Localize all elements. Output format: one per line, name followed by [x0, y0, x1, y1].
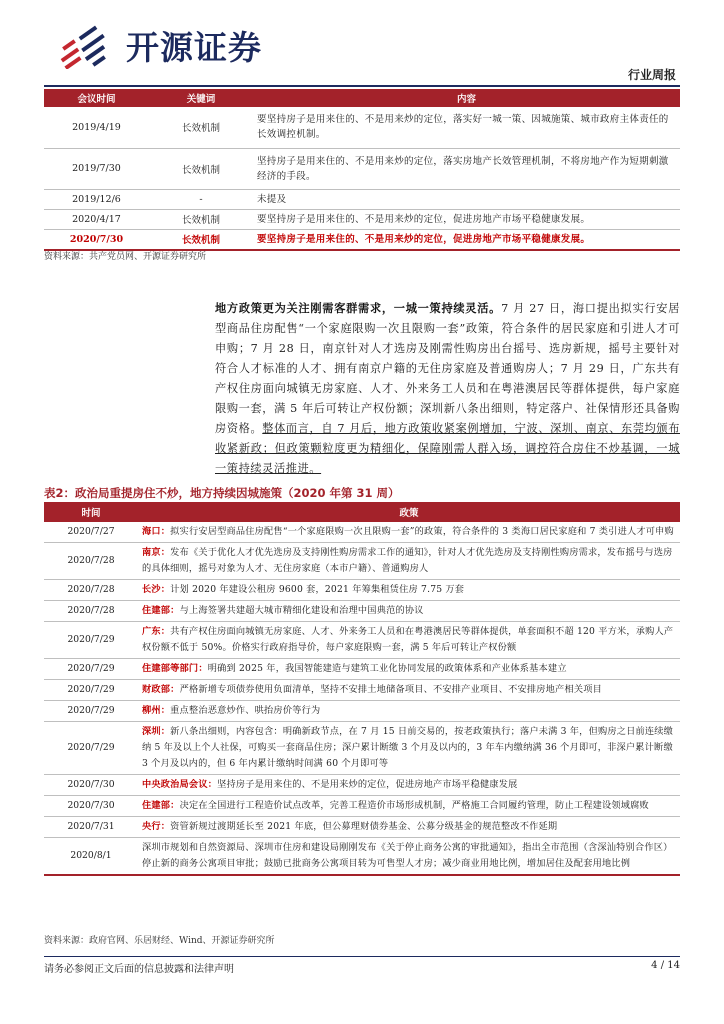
policy-text: 严格新增专项债券使用负面清单，坚持不安排土地储备项目、不安排产业项目、不安排房地产相关项目	[179, 684, 602, 695]
cell-policy	[138, 580, 680, 601]
cell-date: 2019/4/19	[44, 107, 149, 148]
table-row	[44, 775, 680, 796]
table-row-highlight	[44, 229, 680, 250]
paragraph-underlined: 整体而言，自 7 月后，地方政策收紧案例增加，宁波、深圳、南京、东莞均颁布收紧新政；但政策颗粒度更为精细化，保障刚需人群入场，调控符合房住不炒基调，一城一策持续灵活推进。	[215, 422, 680, 475]
policy-source-label: 央行：	[142, 821, 171, 832]
cell-date: 2020/7/29	[44, 701, 138, 722]
table-header-row	[44, 89, 680, 107]
policy-source-label: 长沙：	[142, 584, 171, 595]
table-row	[44, 148, 680, 189]
policy-source-label: 财政部：	[142, 684, 180, 695]
table-row	[44, 680, 680, 701]
cell-policy	[138, 817, 680, 838]
brand-logo	[58, 22, 262, 69]
cell-policy	[138, 543, 680, 580]
policy-source-label: 深圳：	[142, 726, 171, 737]
cell-date: 2020/7/30	[44, 775, 138, 796]
policy-source-label: 海口：	[142, 526, 171, 537]
cell-policy	[138, 659, 680, 680]
table-row	[44, 580, 680, 601]
table2-title: 表2：政治局重提房住不炒，地方持续因城施策（2020 年第 31 周）	[44, 486, 400, 500]
report-type: 行业周报	[627, 68, 676, 82]
policy-source-label: 住建部：	[142, 605, 180, 616]
body-paragraph	[215, 298, 680, 479]
table-row	[44, 107, 680, 148]
paragraph-body: 7 月 27 日，海口提出拟实行安居型商品住房配售“一个家庭限购一次且限购一套”政策，符合条件的居民家庭和引进人才可申购；7 月 28 日，南京针对人才选房及刚需性购房出台摇号、选房新规，摇号主要针对符合人才标准的人才、拥有南京户籍的无住房家庭及普通购房人；7 月 29 日，广东共有产权住房面向城镇无房家庭、人才、外来务工人员和在粤港澳居民等群体提供，每户家庭限购一套，满 5 年后可转让产权份额；深圳新八条出细则，特定落户、社保情形还具备购房资格。	[215, 302, 680, 435]
cell-content: 要坚持房子是用来住的、不是用来炒的定位，促进房地产市场平稳健康发展。	[253, 209, 680, 229]
policy-text: 发布《关于优化人才优先选房及支持刚性购房需求工作的通知》，针对人才优先选房及支持刚性购房需求，发布摇号与选房的具体细则，摇号对象为人才、无住房家庭（本市户籍）、普通购房人	[142, 547, 673, 574]
cell-date: 2020/7/29	[44, 659, 138, 680]
cell-policy	[138, 522, 680, 543]
header-divider	[44, 85, 680, 87]
table-row	[44, 722, 680, 775]
table-row	[44, 622, 680, 659]
cell-date: 2020/7/28	[44, 543, 138, 580]
footer-divider	[44, 956, 680, 957]
table-row	[44, 209, 680, 229]
column-header-policy: 政策	[138, 502, 680, 522]
column-header-keyword: 关键词	[149, 89, 253, 107]
policy-table	[44, 502, 680, 876]
cell-date: 2020/7/30	[44, 229, 149, 250]
cell-keyword: 长效机制	[149, 229, 253, 250]
cell-date: 2020/8/1	[44, 838, 138, 876]
policy-text: 决定在全国进行工程造价试点改革，完善工程造价市场形成机制，严格施工合同履约管理，防止工程建设领域腐败	[179, 800, 649, 811]
cell-keyword: 长效机制	[149, 148, 253, 189]
cell-date: 2019/12/6	[44, 189, 149, 209]
column-header-date: 会议时间	[44, 89, 149, 107]
policy-text: 拟实行安居型商品住房配售“一个家庭限购一次且限购一套”的政策，符合条件的 3 类海口居民家庭和 7 类引进人才可申购	[170, 526, 674, 537]
cell-keyword: 长效机制	[149, 209, 253, 229]
cell-policy	[138, 796, 680, 817]
policy-source-label: 广东：	[142, 626, 171, 637]
policy-text: 重点整治恶意炒作、哄抬房价等行为	[170, 705, 321, 716]
cell-keyword: -	[149, 189, 253, 209]
paragraph-lead: 地方政策更为关注刚需客群需求，一城一策持续灵活。	[215, 301, 502, 315]
cell-date: 2020/7/31	[44, 817, 138, 838]
cell-policy	[138, 775, 680, 796]
policy-source-label: 住建部：	[142, 800, 180, 811]
table-row	[44, 522, 680, 543]
policy-text: 新八条出细则，内容包含：明确新政节点，在 7 月 15 日前交易的，按老政策执行；落户未满 3 年，但购房之日前连续缴纳 5 年及以上个人社保，可购买一套商品住房；深户累计断缴 3 个月及以内的，3 年车内缴纳满 36 个月即可，非深户累计断缴 3 个月及以内的，但 6 年内累计缴纳时间满 60 个月即可等	[142, 726, 674, 769]
cell-content: 坚持房子是用来住的、不是用来炒的定位，落实房地产长效管理机制，不将房地产作为短期刺激经济的手段。	[253, 148, 680, 189]
table-header-row	[44, 502, 680, 522]
cell-date: 2020/7/29	[44, 722, 138, 775]
brand-name: 开源证券	[126, 28, 262, 67]
table-row	[44, 701, 680, 722]
policy-text: 深圳市规划和自然资源局、深圳市住房和建设局刚刚发布《关于停止商务公寓的审批通知》，指出全市范围（含深汕特别合作区）停止新的商务公寓项目审批；鼓励已批商务公寓项目转为可售型人才房；减少商业用地比例，增加居住及配套用地比例	[142, 842, 673, 869]
policy-text: 与上海签署共建超大城市精细化建设和治理中国典范的协议	[179, 605, 424, 616]
table-row	[44, 659, 680, 680]
table-row	[44, 601, 680, 622]
policy-text: 坚持房子是用来住的、不是用来炒的定位，促进房地产市场平稳健康发展	[217, 779, 518, 790]
cell-date: 2020/7/29	[44, 680, 138, 701]
cell-date: 2020/7/30	[44, 796, 138, 817]
column-header-content: 内容	[253, 89, 680, 107]
cell-policy	[138, 680, 680, 701]
table1-source: 资料来源：共产党员网、开源证券研究所	[44, 252, 207, 262]
cell-date: 2020/4/17	[44, 209, 149, 229]
policy-text: 资管新规过渡期延长至 2021 年底，但公募理财债券基金、公募分级基金的规范整改不作延期	[170, 821, 558, 832]
page-header	[44, 18, 680, 86]
policy-source-label: 南京：	[142, 547, 171, 558]
table-row	[44, 543, 680, 580]
table-row	[44, 189, 680, 209]
cell-content: 要坚持房子是用来住的、不是用来炒的定位，促进房地产市场平稳健康发展。	[253, 229, 680, 250]
cell-policy	[138, 622, 680, 659]
disclaimer-note: 请务必参阅正文后面的信息披露和法律声明	[44, 964, 234, 975]
policy-text: 计划 2020 年建设公租房 9600 套，2021 年筹集租赁住房 7.75 万套	[170, 584, 465, 595]
cell-date: 2020/7/27	[44, 522, 138, 543]
table-row	[44, 817, 680, 838]
meeting-keywords-table	[44, 89, 680, 251]
table-row	[44, 796, 680, 817]
cell-content: 未提及	[253, 189, 680, 209]
brand-logo-icon	[58, 23, 122, 69]
cell-policy	[138, 722, 680, 775]
cell-date: 2020/7/29	[44, 622, 138, 659]
cell-policy	[138, 838, 680, 876]
table-row	[44, 838, 680, 876]
policy-source-label: 住建部等部门：	[142, 663, 208, 674]
column-header-date: 时间	[44, 502, 138, 522]
policy-source-label: 中央政治局会议：	[142, 779, 218, 790]
cell-date: 2020/7/28	[44, 601, 138, 622]
cell-content: 要坚持房子是用来住的、不是用来炒的定位，落实好一城一策、因城施策、城市政府主体责任的长效调控机制。	[253, 107, 680, 148]
cell-policy	[138, 701, 680, 722]
cell-date: 2020/7/28	[44, 580, 138, 601]
page-number: 4 / 14	[651, 960, 680, 971]
table2-source: 资料来源：政府官网、乐居财经、Wind、开源证券研究所	[44, 936, 275, 946]
cell-keyword: 长效机制	[149, 107, 253, 148]
cell-policy	[138, 601, 680, 622]
policy-text: 明确到 2025 年，我国智能建造与建筑工业化协同发展的政策体系和产业体系基本建立	[207, 663, 567, 674]
policy-text: 共有产权住房面向城镇无房家庭、人才、外来务工人员和在粤港澳居民等群体提供，单套面积不超 120 平方米，承购人产权份额不低于 50%。价格实行政府指导价，每户家庭限购一套，满 5 年后可转让产权份额	[142, 626, 674, 653]
policy-source-label: 柳州：	[142, 705, 171, 716]
cell-date: 2019/7/30	[44, 148, 149, 189]
